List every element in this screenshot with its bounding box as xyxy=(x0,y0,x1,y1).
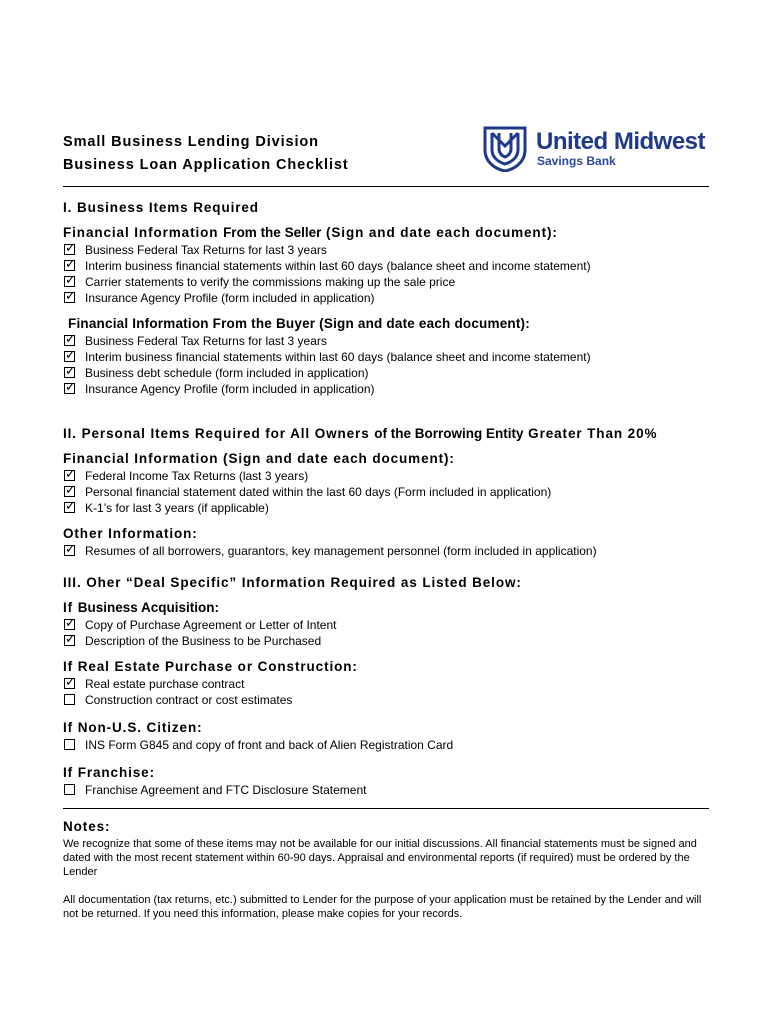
checked-checkbox[interactable] xyxy=(64,482,76,497)
checked-checkbox[interactable] xyxy=(64,498,76,513)
checklist-item-label: Federal Income Tax Returns (last 3 years) xyxy=(85,469,309,483)
checklist-item xyxy=(63,333,709,349)
other-info-checklist xyxy=(63,543,709,559)
checkmark-icon: ✓ xyxy=(65,631,76,646)
checkmark-icon: ✓ xyxy=(65,256,76,271)
checked-checkbox[interactable] xyxy=(64,347,76,362)
checklist-item-label: Interim business financial statements within last 60 days (balance sheet and income statement) xyxy=(85,259,591,273)
checklist-item xyxy=(63,381,709,397)
real-estate-heading: If Real Estate Purchase or Construction: xyxy=(63,659,358,674)
checkmark-icon: ✓ xyxy=(65,498,76,513)
checklist-item xyxy=(63,484,709,500)
notes-title: Notes: xyxy=(63,819,111,834)
other-info-heading: Other Information: xyxy=(63,526,198,541)
checked-checkbox[interactable] xyxy=(64,379,76,394)
checkmark-icon: ✓ xyxy=(65,363,76,378)
section-2-title-a: II. Personal Items Required for All Owners xyxy=(63,426,375,441)
checklist-item-label: Personal financial statement dated within the last 60 days (Form included in application) xyxy=(85,485,552,499)
buyer-checklist xyxy=(63,333,709,397)
section-2-title-b: of the Borrowing Entity xyxy=(374,426,524,441)
checklist-item xyxy=(63,737,709,753)
checklist-item xyxy=(63,242,709,258)
acquisition-heading-a: If xyxy=(63,600,78,615)
checklist-item xyxy=(63,617,709,633)
checklist-item-label: Business Federal Tax Returns for last 3 years xyxy=(85,243,327,257)
personal-financial-checklist xyxy=(63,468,709,516)
section-3-title: III. Oher “Deal Specific” Information Required as Listed Below: xyxy=(63,575,522,590)
checkmark-icon: ✓ xyxy=(65,272,76,287)
checked-checkbox[interactable] xyxy=(64,541,76,556)
checked-checkbox[interactable] xyxy=(64,615,76,630)
notes-paragraph-1: We recognize that some of these items may not be available for our initial discussions. All financial statements must be signed and dated with the most recent statement within 60-90 days. Appraisal and environmental reports (if required) must be ordered by the Lender xyxy=(63,838,697,878)
checklist-item xyxy=(63,500,709,516)
checkmark-icon: ✓ xyxy=(65,482,76,497)
checklist-item-label: Business Federal Tax Returns for last 3 years xyxy=(85,334,327,348)
buyer-heading: Financial Information From the Buyer (Sign and date each document): xyxy=(68,316,530,331)
checklist-item-label: Business debt schedule (form included in application) xyxy=(85,366,369,380)
section-1-title: I. Business Items Required xyxy=(63,200,259,215)
checklist-item xyxy=(63,274,709,290)
checklist-item-label: Franchise Agreement and FTC Disclosure Statement xyxy=(85,783,367,797)
checklist-item xyxy=(63,692,709,708)
seller-heading-c: (Sign and date each document): xyxy=(321,225,558,240)
checklist-item xyxy=(63,258,709,274)
checklist-item xyxy=(63,782,709,798)
checkmark-icon: ✓ xyxy=(65,288,76,303)
checklist-item xyxy=(63,633,709,649)
document-header xyxy=(63,128,709,186)
checklist-item-label: INS Form G845 and copy of front and back of Alien Registration Card xyxy=(85,738,454,752)
checked-checkbox[interactable] xyxy=(64,240,76,255)
section-2-title-c: Greater Than 20% xyxy=(523,426,658,441)
checklist-item-label: Resumes of all borrowers, guarantors, key management personnel (form included in application) xyxy=(85,544,597,558)
seller-heading-b: From the Seller xyxy=(223,225,322,240)
checklist-item-label: Interim business financial statements within last 60 days (balance sheet and income statement) xyxy=(85,350,591,364)
document-titles xyxy=(63,131,349,177)
checklist-item xyxy=(63,543,709,559)
non-us-heading: If Non-U.S. Citizen: xyxy=(63,720,203,735)
acquisition-heading-b: Business Acquisition: xyxy=(77,600,219,615)
checked-checkbox[interactable] xyxy=(64,631,76,646)
checkmark-icon: ✓ xyxy=(65,541,76,556)
franchise-heading: If Franchise: xyxy=(63,765,155,780)
notes-paragraph-2: All documentation (tax returns, etc.) submitted to Lender for the purpose of your application must be retained by the Lender and will not be returned. If you need this information, please make copies for your records. xyxy=(63,894,702,920)
empty-checkbox[interactable] xyxy=(64,784,75,795)
checklist-item xyxy=(63,290,709,306)
checklist-page xyxy=(63,128,709,921)
checked-checkbox[interactable] xyxy=(64,256,76,271)
checklist-item xyxy=(63,468,709,484)
checklist-item-label: Carrier statements to verify the commissions making up the sale price xyxy=(85,275,456,289)
section-2-title xyxy=(63,426,709,441)
checklist-item xyxy=(63,349,709,365)
bank-logo xyxy=(483,126,709,174)
real-estate-checklist xyxy=(63,676,709,708)
acquisition-heading xyxy=(63,600,709,615)
seller-heading xyxy=(63,225,709,240)
division-title: Small Business Lending Division xyxy=(63,134,319,150)
empty-checkbox[interactable] xyxy=(64,739,75,750)
personal-financial-heading: Financial Information (Sign and date each document): xyxy=(63,451,455,466)
checkmark-icon: ✓ xyxy=(65,379,76,394)
bank-subtitle: Savings Bank xyxy=(537,154,616,168)
checklist-item-label: Construction contract or cost estimates xyxy=(85,693,293,707)
acquisition-checklist xyxy=(63,617,709,649)
checked-checkbox[interactable] xyxy=(64,331,76,346)
checklist-item-label: Insurance Agency Profile (form included in application) xyxy=(85,291,375,305)
checkmark-icon: ✓ xyxy=(65,615,76,630)
checked-checkbox[interactable] xyxy=(64,466,76,481)
checkmark-icon: ✓ xyxy=(65,674,76,689)
checklist-item-label: Description of the Business to be Purchased xyxy=(85,634,322,648)
checklist-item xyxy=(63,365,709,381)
checkmark-icon: ✓ xyxy=(65,347,76,362)
checked-checkbox[interactable] xyxy=(64,363,76,378)
checkmark-icon: ✓ xyxy=(65,466,76,481)
non-us-checklist xyxy=(63,737,709,753)
empty-checkbox[interactable] xyxy=(64,694,75,705)
seller-checklist xyxy=(63,242,709,306)
checklist-item-label: K-1’s for last 3 years (if applicable) xyxy=(85,501,269,515)
checkmark-icon: ✓ xyxy=(65,240,76,255)
seller-heading-a: Financial Information xyxy=(63,225,224,240)
checklist-item-label: Insurance Agency Profile (form included in application) xyxy=(85,382,375,396)
bank-name: United Midwest xyxy=(536,128,706,155)
franchise-checklist xyxy=(63,782,709,798)
checked-checkbox[interactable] xyxy=(64,288,76,303)
checklist-item xyxy=(63,676,709,692)
bank-shield-icon xyxy=(483,126,527,172)
checklist-title: Business Loan Application Checklist xyxy=(63,157,349,173)
checkmark-icon: ✓ xyxy=(65,331,76,346)
checklist-item-label: Copy of Purchase Agreement or Letter of Intent xyxy=(85,618,337,632)
checked-checkbox[interactable] xyxy=(64,272,76,287)
checked-checkbox[interactable] xyxy=(64,674,76,689)
checklist-item-label: Real estate purchase contract xyxy=(85,677,245,691)
